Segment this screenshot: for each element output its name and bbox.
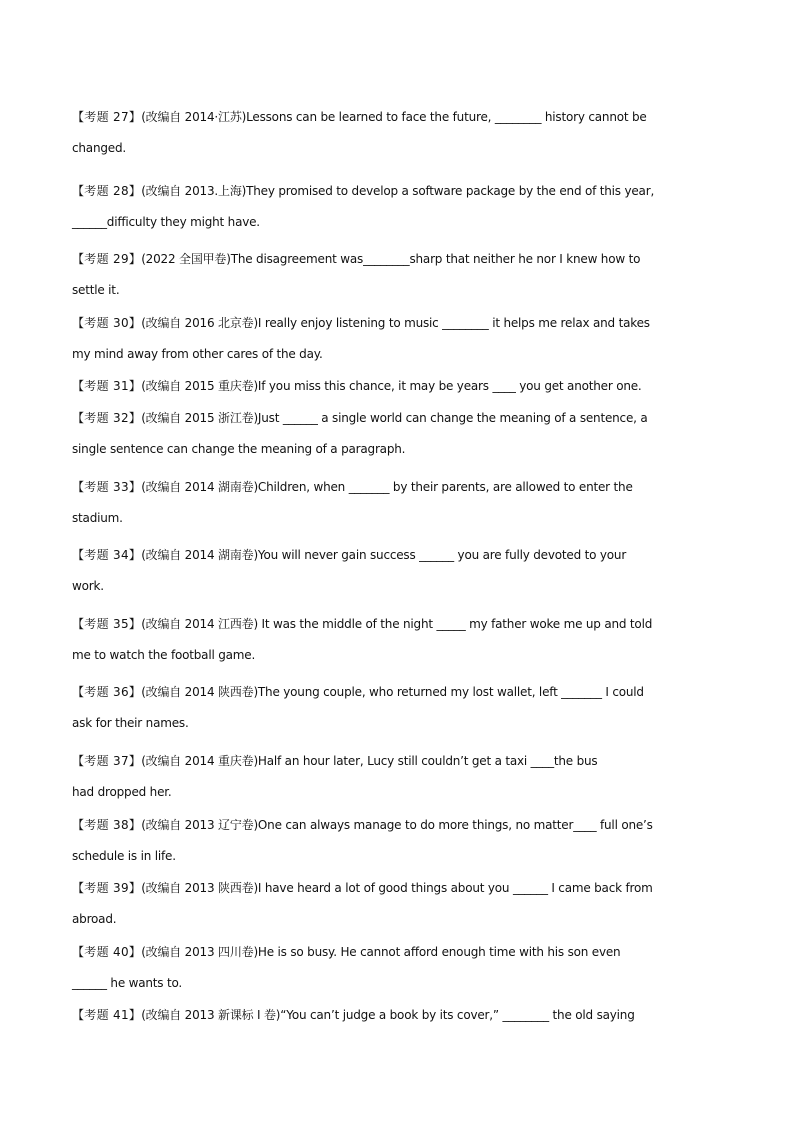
question-text-continued: ask for their names. [72,716,189,730]
question-36 [72,677,722,739]
question-text-continued: changed. [72,141,126,155]
question-text: (改编自 2014·江苏)Lessons can be learned to face the future, ________ history cannot be [141,110,647,124]
question-text: (改编自 2013 新课标 I 卷)“You can’t judge a book by its cover,” ________ the old saying [141,1008,635,1022]
question-text: (改编自 2013 陕西卷)I have heard a lot of good things about you ______ I came back from [141,881,653,895]
question-text: (改编自 2014 湖南卷)Children, when _______ by their parents, are allowed to enter the [141,480,633,494]
question-37 [72,746,722,808]
question-text: (改编自 2016 北京卷)I really enjoy listening to music ________ it helps me relax and takes [141,316,650,330]
question-28 [72,176,722,238]
question-number: 【考题 41】 [72,1008,142,1022]
question-text-continued: single sentence can change the meaning of a paragraph. [72,442,406,456]
question-text-continued: ______ he wants to. [72,976,183,990]
question-29 [72,244,722,306]
question-text: (改编自 2013.上海)They promised to develop a software package by the end of this year, [141,184,655,198]
question-41 [72,1000,722,1031]
question-number: 【考题 33】 [72,480,142,494]
question-31 [72,371,722,402]
question-number: 【考题 35】 [72,617,142,631]
question-text-continued: me to watch the football game. [72,648,256,662]
question-number: 【考题 34】 [72,548,142,562]
question-text: (改编自 2014 湖南卷)You will never gain success ______ you are fully devoted to your [141,548,627,562]
question-text-continued: work. [72,579,104,593]
question-text-continued: had dropped her. [72,785,172,799]
question-text-continued: abroad. [72,912,117,926]
question-27 [72,102,722,164]
question-number: 【考题 28】 [72,184,142,198]
question-39 [72,873,722,935]
question-text-continued: settle it. [72,283,120,297]
question-number: 【考题 27】 [72,110,142,124]
question-number: 【考题 36】 [72,685,142,699]
question-number: 【考题 38】 [72,818,142,832]
question-text: (2022 全国甲卷)The disagreement was________sharp that neither he nor I knew how to [141,252,641,266]
question-text: (改编自 2014 重庆卷)Half an hour later, Lucy still couldn’t get a taxi ____the bus [141,754,598,768]
question-text-continued: schedule is in life. [72,849,176,863]
question-number: 【考题 32】 [72,411,142,425]
question-number: 【考题 29】 [72,252,142,266]
question-text: (改编自 2015 浙江卷)Just ______ a single world can change the meaning of a sentence, a [141,411,648,425]
question-text: (改编自 2014 陕西卷)The young couple, who returned my lost wallet, left _______ I could [141,685,644,699]
question-text: (改编自 2015 重庆卷)If you miss this chance, it may be years ____ you get another one. [141,379,642,393]
question-number: 【考题 31】 [72,379,142,393]
question-30 [72,308,722,370]
question-text-continued: my mind away from other cares of the day. [72,347,323,361]
question-33 [72,472,722,534]
question-32 [72,403,722,465]
question-34 [72,540,722,602]
question-number: 【考题 39】 [72,881,142,895]
question-35 [72,609,722,671]
question-text-continued: ______difficulty they might have. [72,215,260,229]
question-text: (改编自 2013 辽宁卷)One can always manage to do more things, no matter____ full one’s [141,818,653,832]
question-40 [72,937,722,999]
question-text: (改编自 2014 江西卷) It was the middle of the night _____ my father woke me up and told [141,617,653,631]
question-38 [72,810,722,872]
question-text: (改编自 2013 四川卷)He is so busy. He cannot afford enough time with his son even [141,945,621,959]
question-number: 【考题 37】 [72,754,142,768]
question-number: 【考题 30】 [72,316,142,330]
question-text-continued: stadium. [72,511,123,525]
question-number: 【考题 40】 [72,945,142,959]
